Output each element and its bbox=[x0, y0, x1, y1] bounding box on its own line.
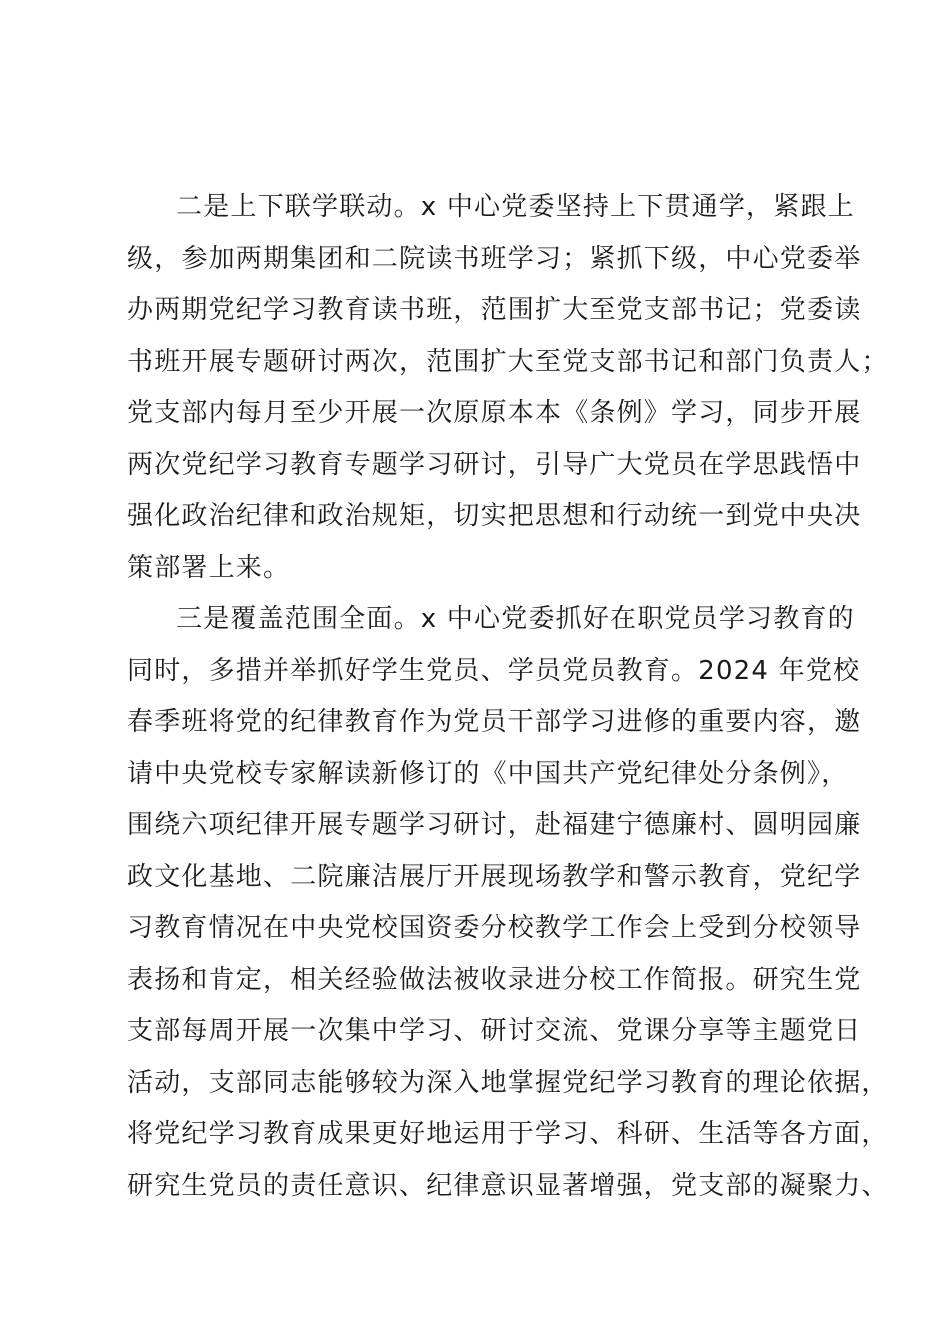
text-line: 两次党纪学习教育专题学习研讨，引导广大党员在学思践悟中 bbox=[127, 449, 862, 480]
text-line: 围绕六项纪律开展专题学习研讨，赴福建宁德廉村、圆明园廉 bbox=[127, 810, 862, 840]
text-line: 二是上下联学联动。x 中心党委坚持上下贯通学，紧跟上 bbox=[176, 192, 855, 222]
text-line: 研究生党员的责任意识、纪律意识显著增强，党支部的凝聚力、 bbox=[127, 1170, 889, 1201]
paragraph-full-coverage bbox=[127, 594, 889, 1212]
text-line: 级，参加两期集团和二院读书班学习；紧抓下级，中心党委举 bbox=[127, 243, 862, 274]
text-line: 三是覆盖范围全面。x 中心党委抓好在职党员学习教育的 bbox=[176, 604, 855, 634]
text-line: 同时，多措并举抓好学生党员、学员党员教育。2024 年党校 bbox=[127, 655, 861, 686]
text-line: 策部署上来。 bbox=[127, 552, 291, 583]
text-line: 支部每周开展一次集中学习、研讨交流、党课分享等主题党日 bbox=[127, 1016, 862, 1046]
text-line: 活动，支部同志能够较为深入地掌握党纪学习教育的理论依据， bbox=[127, 1067, 889, 1098]
text-line: 书班开展专题研讨两次，范围扩大至党支部书记和部门负责人； bbox=[127, 346, 889, 377]
text-line: 将党纪学习教育成果更好地运用于学习、科研、生活等各方面， bbox=[127, 1119, 889, 1149]
text-line: 党支部内每月至少开展一次原原本本《条例》学习，同步开展 bbox=[127, 398, 862, 428]
text-line: 春季班将党的纪律教育作为党员干部学习进修的重要内容，邀 bbox=[127, 707, 862, 737]
text-line: 表扬和肯定，相关经验做法被收录进分校工作简报。研究生党 bbox=[127, 964, 862, 995]
text-line: 习教育情况在中央党校国资委分校教学工作会上受到分校领导 bbox=[127, 913, 862, 943]
document-body bbox=[127, 182, 889, 1212]
text-line: 政文化基地、二院廉洁展厅开展现场教学和警示教育，党纪学 bbox=[127, 861, 862, 892]
text-line: 请中央党校专家解读新修订的《中国共产党纪律处分条例》， bbox=[127, 758, 849, 789]
text-line: 强化政治纪律和政治规矩，切实把思想和行动统一到党中央决 bbox=[127, 501, 862, 531]
paragraph-upper-lower-linkage bbox=[127, 182, 889, 594]
text-line: 办两期党纪学习教育读书班，范围扩大至党支部书记；党委读 bbox=[127, 295, 862, 325]
